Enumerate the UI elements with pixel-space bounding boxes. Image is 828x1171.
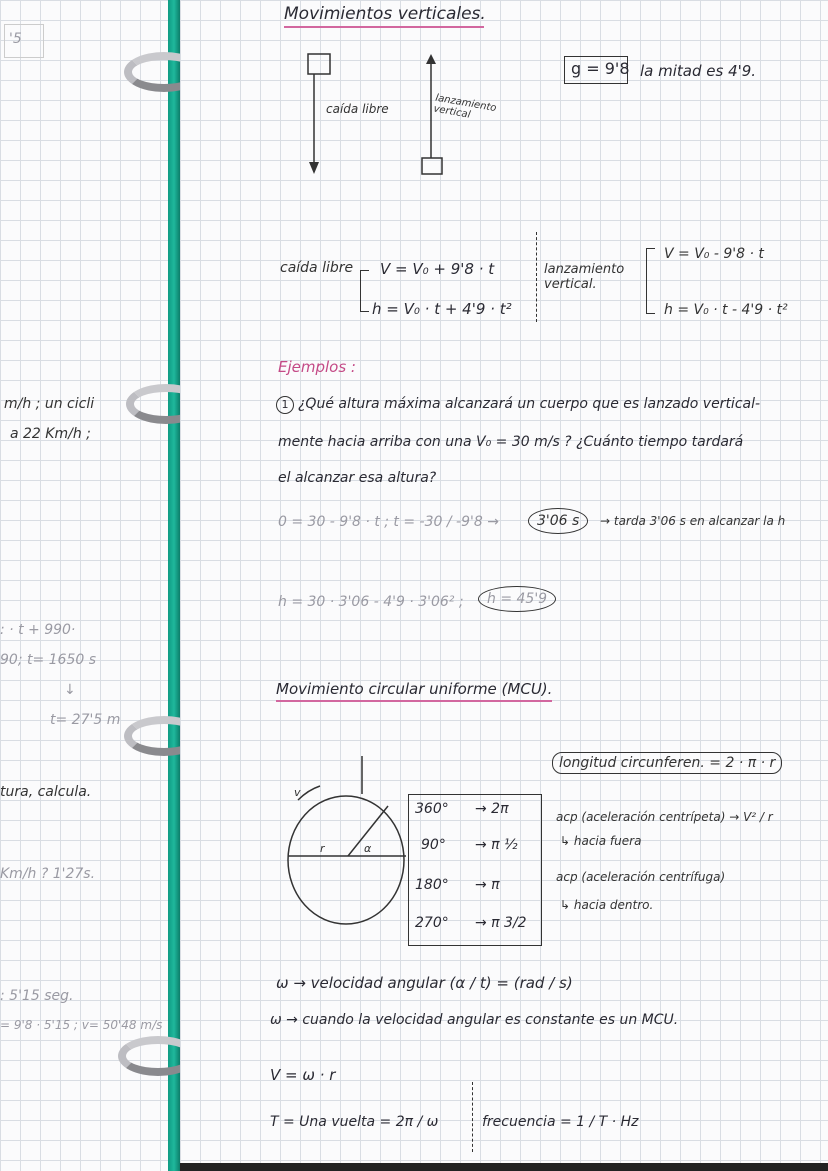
acp-centrifuga-note: ↳ hacia dentro.: [560, 898, 654, 912]
caida-libre-label: caída libre: [326, 102, 389, 116]
circumference-formula: longitud circunferen. = 2 · π · r: [552, 752, 782, 774]
left-line: ↓: [64, 682, 76, 698]
left-line: a 22 Km/h ;: [10, 426, 91, 442]
left-line: m/h ; un cicli: [4, 396, 95, 412]
t-note: → tarda 3'06 s en alcanzar la h: [600, 514, 786, 528]
binder-spine: [168, 0, 180, 1171]
lanzamiento-label: lanzamiento vertical: [432, 92, 498, 121]
page-number-box: [4, 24, 44, 58]
acp-centrifuga: acp (aceleración centrífuga): [556, 870, 726, 884]
frequency-formula: frecuencia = 1 / T · Hz: [482, 1114, 639, 1130]
h-result: h = 45'9: [478, 586, 556, 612]
angle-rad: → π 3/2: [475, 915, 527, 931]
lanzamiento-v-formula: V = V₀ - 9'8 · t: [664, 246, 764, 262]
left-line: Km/h ? 1'27s.: [0, 866, 96, 882]
circle-diagram: [280, 746, 410, 926]
right-notebook-page: [180, 0, 828, 1171]
bracket: [360, 270, 369, 312]
v-formula: V = ω · r: [270, 1066, 336, 1084]
lanzamiento-heading: lanzamiento vertical.: [544, 262, 625, 292]
angle-deg: 90°: [421, 837, 446, 853]
question-line: ¿Qué altura máxima alcanzará un cuerpo que es lanzado vertical-: [298, 396, 761, 412]
angle-rad: → π ½: [475, 837, 518, 853]
g-note: la mitad es 4'9.: [640, 62, 757, 80]
step1: 0 = 30 - 9'8 · t ; t = -30 / -9'8 →: [278, 514, 499, 530]
left-line: tura, calcula.: [0, 784, 92, 800]
acp-centripeta: acp (aceleración centrípeta) → V² / r: [556, 810, 773, 824]
question-line: el alcanzar esa altura?: [278, 470, 437, 486]
left-line: : 5'15 seg.: [0, 988, 74, 1004]
acp-centripeta-note: ↳ hacia fuera: [560, 834, 642, 848]
omega-mcu: ω → cuando la velocidad angular es constante es un MCU.: [270, 1012, 679, 1028]
angle-table: [408, 794, 542, 946]
left-line: t= 27'5 m: [50, 712, 121, 728]
t-result: 3'06 s: [528, 508, 588, 534]
v-label: v: [294, 786, 301, 799]
section-title: Movimientos verticales.: [284, 4, 484, 28]
divider: [536, 232, 537, 322]
lanzamiento-h-formula: h = V₀ · t - 4'9 · t²: [664, 302, 788, 318]
angle-deg: 360°: [415, 801, 449, 817]
angle-deg: 180°: [415, 877, 449, 893]
left-line: = 9'8 · 5'15 ; v= 50'48 m/s: [0, 1018, 163, 1032]
bracket: [646, 248, 655, 314]
period-formula: T = Una vuelta = 2π / ω: [270, 1114, 439, 1130]
angle-rad: → 2π: [475, 801, 509, 817]
caida-h-formula: h = V₀ · t + 4'9 · t²: [372, 300, 512, 318]
caida-v-formula: V = V₀ + 9'8 · t: [380, 260, 495, 278]
left-line: 90; t= 1650 s: [0, 652, 97, 668]
left-notebook-page: [0, 0, 168, 1171]
angle-deg: 270°: [415, 915, 449, 931]
page-edge-shadow: [180, 1163, 828, 1171]
caida-libre-heading: caída libre: [280, 260, 354, 276]
examples-heading: Ejemplos :: [278, 358, 356, 376]
g-box: [564, 56, 628, 84]
alpha-label: α: [364, 842, 372, 855]
angle-rad: → π: [475, 877, 500, 893]
divider: [472, 1082, 473, 1152]
omega-definition: ω → velocidad angular (α / t) = (rad / s): [276, 974, 573, 992]
left-line: : · t + 990·: [0, 622, 76, 638]
mcu-title: Movimiento circular uniforme (MCU).: [276, 680, 552, 702]
example-number: 1: [276, 396, 294, 414]
g-value: g = 9'8: [571, 59, 630, 78]
r-label: r: [320, 842, 325, 855]
question-line: mente hacia arriba con una V₀ = 30 m/s ? ¿Cuánto tiempo tardará: [278, 434, 744, 450]
page-number: '5: [9, 31, 22, 47]
step2: h = 30 · 3'06 - 4'9 · 3'06² ;: [278, 594, 464, 610]
